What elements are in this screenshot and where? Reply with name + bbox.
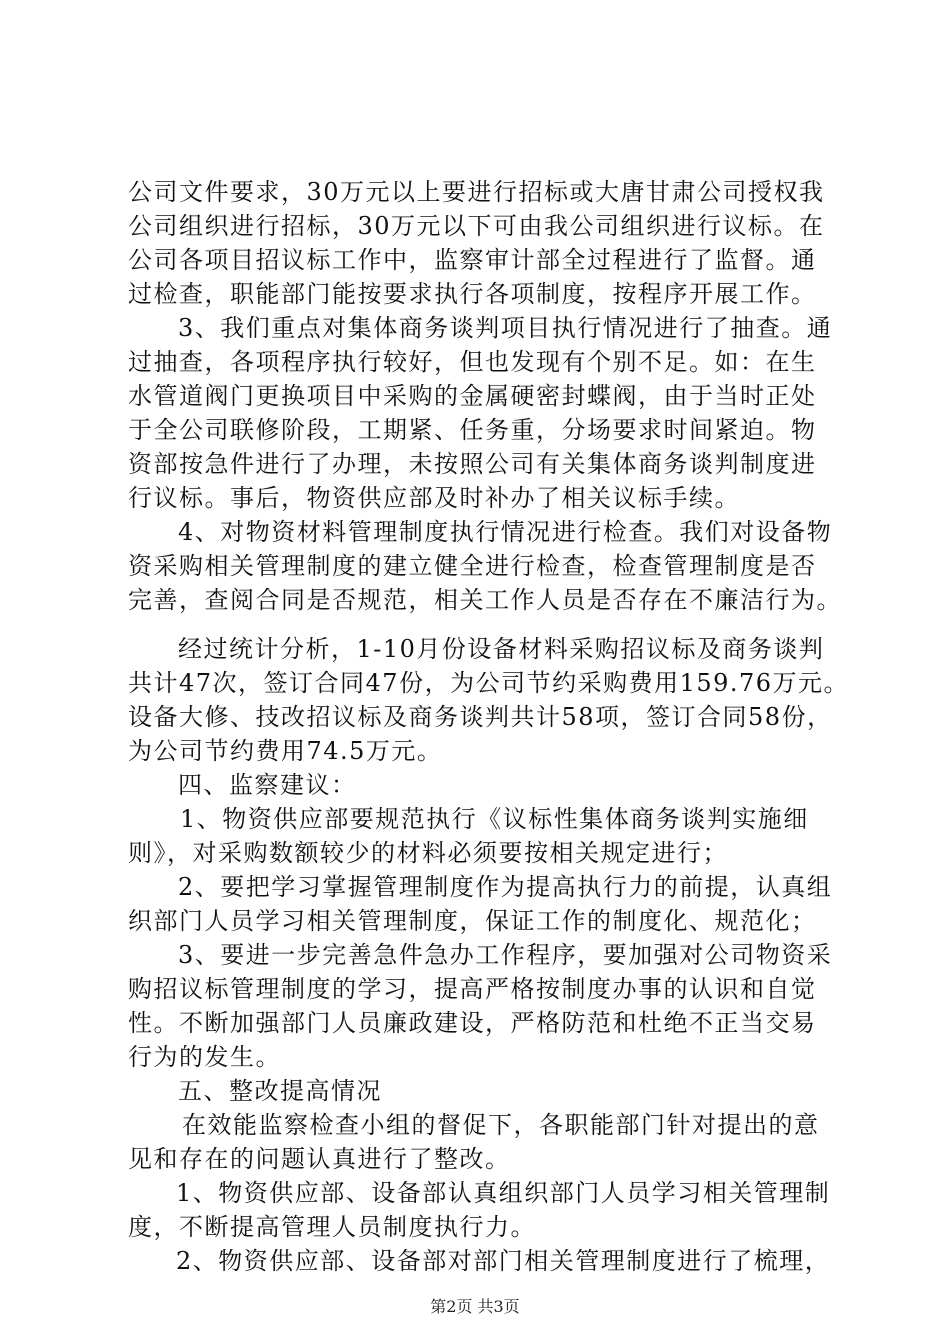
body-line: 1、物资供应部、设备部认真组织部门人员学习相关管理制	[176, 1179, 831, 1207]
body-line: 共计47次，签订合同47份，为公司节约采购费用159.76万元。	[128, 669, 850, 697]
body-line: 2、要把学习掌握管理制度作为提高执行力的前提，认真组	[178, 873, 833, 901]
body-line: 公司文件要求，30万元以上要进行招标或大唐甘肃公司授权我	[128, 178, 825, 206]
body-line: 设备大修、技改招议标及商务谈判共计58项，签订合同58份，	[128, 703, 833, 731]
body-line: 于全公司联修阶段，工期紧、任务重，分场要求时间紧迫。物	[128, 416, 817, 444]
body-line: 资采购相关管理制度的建立健全进行检查，检查管理制度是否	[128, 552, 817, 580]
body-line: 购招议标管理制度的学习，提高严格按制度办事的认识和自觉	[128, 975, 817, 1003]
page-footer	[0, 1296, 950, 1318]
body-line: 公司各项目招议标工作中，监察审计部全过程进行了监督。通	[128, 246, 817, 274]
body-line: 度，不断提高管理人员制度执行力。	[128, 1213, 536, 1241]
body-line: 经过统计分析，1-10月份设备材料采购招议标及商务谈判	[178, 635, 825, 663]
body-line: 过检查，职能部门能按要求执行各项制度，按程序开展工作。	[128, 280, 817, 308]
body-line: 公司组织进行招标，30万元以下可由我公司组织进行议标。在	[128, 212, 825, 240]
body-line: 2、物资供应部、设备部对部门相关管理制度进行了梳理，	[176, 1247, 831, 1275]
body-line: 行为的发生。	[128, 1043, 281, 1071]
body-line: 织部门人员学习相关管理制度，保证工作的制度化、规范化；	[128, 907, 817, 935]
body-line: 见和存在的问题认真进行了整改。	[128, 1145, 511, 1173]
section-heading: 四、监察建议：	[178, 771, 357, 799]
body-line: 完善，查阅合同是否规范，相关工作人员是否存在不廉洁行为。	[128, 586, 842, 614]
body-line: 在效能监察检查小组的督促下，各职能部门针对提出的意	[182, 1111, 820, 1139]
body-line: 性。不断加强部门人员廉政建设，严格防范和杜绝不正当交易	[128, 1009, 817, 1037]
body-line: 则》，对采购数额较少的材料必须要按相关规定进行；	[128, 839, 728, 867]
section-heading: 五、整改提高情况	[178, 1077, 382, 1105]
body-line: 水管道阀门更换项目中采购的金属硬密封蝶阀，由于当时正处	[128, 382, 817, 410]
body-line: 资部按急件进行了办理，未按照公司有关集体商务谈判制度进	[128, 450, 817, 478]
body-line: 行议标。事后，物资供应部及时补办了相关议标手续。	[128, 484, 740, 512]
body-line: 3、我们重点对集体商务谈判项目执行情况进行了抽查。通	[178, 314, 833, 342]
body-line: 为公司节约费用74.5万元。	[128, 737, 443, 765]
page-number-label: 第2页 共3页	[430, 1297, 520, 1316]
body-line: 4、对物资材料管理制度执行情况进行检查。我们对设备物	[178, 518, 833, 546]
body-line: 3、要进一步完善急件急办工作程序，要加强对公司物资采	[178, 941, 833, 969]
body-line: 1、物资供应部要规范执行《议标性集体商务谈判实施细	[180, 805, 809, 833]
body-line: 过抽查，各项程序执行较好，但也发现有个别不足。如：在生	[128, 348, 817, 376]
